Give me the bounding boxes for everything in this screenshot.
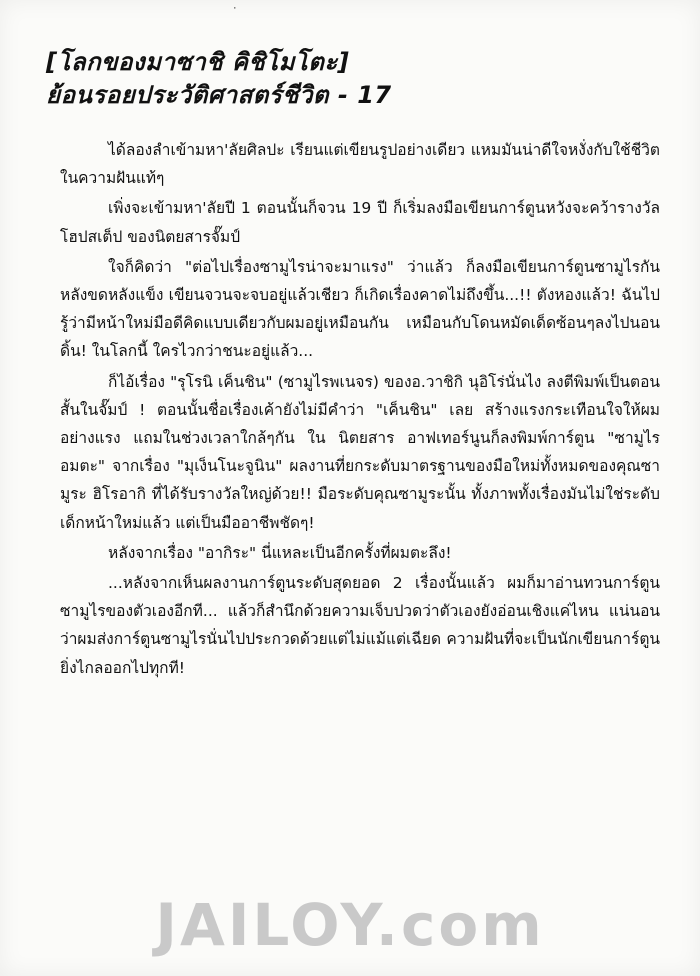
title-line-2: ย้อนรอยประวัติศาสตร์ชีวิต - 17: [46, 81, 392, 109]
paragraph-3: ใจก็คิดว่า "ต่อไปเรื่องซามูไรน่าจะมาแรง" ว่าแล้ว ก็ลงมือเขียนการ์ตูนซามูไรกันหลังขดหลังแข็ง เขียนจวนจะจบอยู่แล้วเชียว ก็เกิดเรื่องคาดไม่ถึงขึ้น...!! ตังหองแล้ว! ฉันไปรู้ว่ามีหน้าใหม่มือดีคิดแบบเดียวกับผมอยู่เหมือนกัน เหมือนกับโดนหมัดเด็ดซ้อนๆลงไปนอนดิ้น! ในโลกนี้ ใครไวกว่าชนะอยู่แล้ว...: [60, 257, 660, 361]
article-body: [60, 136, 660, 682]
paragraph-2: เพิ่งจะเข้ามหา'ลัยปี 1 ตอนนั้นก็จวน 19 ปี ก็เริ่มลงมือเขียนการ์ตูนหวังจะคว้ารางวัลโฮปสเต็ป ของนิตยสารจั๊มป์: [60, 199, 660, 246]
title-line-1: [โลกของมาซาชิ คิชิโมโตะ]: [46, 48, 350, 76]
header-mark: [236, 0, 244, 10]
article-title: [46, 46, 666, 112]
paragraph-4: ก็ไอ้เรื่อง "รุโรนิ เค็นชิน" (ซามูไรพเนจร) ของอ.วาชิกิ นุอิโร่นั่นไง ลงตีพิมพ์เป็นตอนสั้นในจั๊มป์ ! ตอนนั้นชื่อเรื่องเค้ายังไม่มีคำว่า "เค็นชิน" เลย สร้างแรงกระเทือนใจให้ผมอย่างแรง แถมในช่วงเวลาใกล้ๆกัน ใน นิตยสาร อาฟเทอร์นูนก็ลงพิมพ์การ์ตูน "ซามูไรอมตะ" จากเรื่อง "มุเง็นโนะจูนิน" ผลงานที่ยกระดับมาตรฐานของมือใหม่ทั้งหมดของคุณซามูระ ฮิโรอากิ ที่ได้รับรางวัลใหญ่ด้วย!! มือระดับคุณซามูระนั้น ทั้งภาพทั้งเรื่องมันไม่ใช่ระดับเด็กหน้าใหม่แล้ว แต่เป็นมืออาชีพชัดๆ!: [60, 372, 660, 532]
site-watermark: JAILOY.com: [155, 891, 545, 959]
paragraph-1: ได้ลองลำเข้ามหา'ลัยศิลปะ เรียนแต่เขียนรูปอย่างเดียว แหมมันน่าดีใจหงั่งกับใช้ชีวิตในความฝันแท้ๆ: [60, 141, 660, 188]
paragraph-6: ...หลังจากเห็นผลงานการ์ตูนระดับสุดยอด 2 เรื่องนั้นแล้ว ผมก็มาอ่านทวนการ์ตูนซามูไรของตัวเองอีกที... แล้วก็สำนึกด้วยความเจ็บปวดว่าตัวเองยังอ่อนเชิงแค่ไหน แน่นอนว่าผมส่งการ์ตูนซามูไรนั่นไปประกวดด้วยแต่ไม่แม้แต่เฉียด ความฝันที่จะเป็นนักเขียนการ์ตูน ยิ่งไกลออกไปทุกที!: [60, 574, 660, 677]
paragraph-5: หลังจากเรื่อง "อากิระ" นี่แหละเป็นอีกครั้งที่ผมตะลึง!: [108, 543, 452, 562]
